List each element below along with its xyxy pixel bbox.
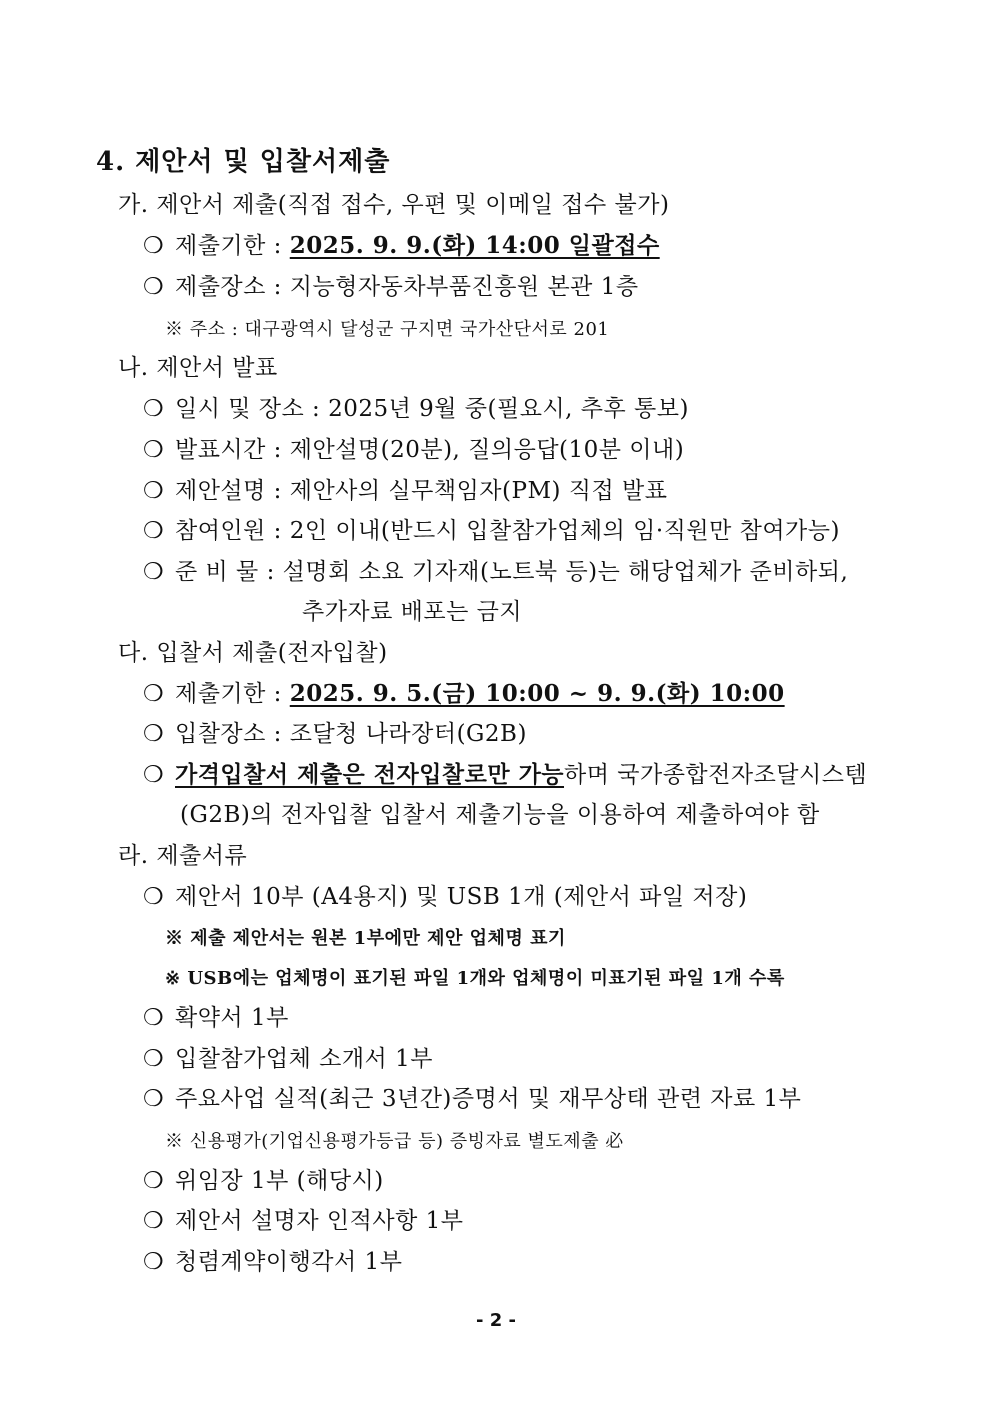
bullet-icon: ❍ xyxy=(143,1086,165,1112)
subsection-na: 나. 제안서 발표 xyxy=(118,355,278,381)
item-text: 제안서 10부 (A4용지) 및 USB 1개 (제안서 파일 저장) xyxy=(175,884,748,910)
item-da-deadline xyxy=(143,679,785,709)
item-text: 참여인원 : 2인 이내(반드시 입찰참가업체의 임·직원만 참여가능) xyxy=(175,518,840,544)
item-na-4 xyxy=(143,516,840,546)
item-ra-7 xyxy=(143,1247,402,1277)
subsection-ga: 가. 제안서 제출(직접 접수, 우편 및 이메일 접수 불가) xyxy=(118,192,670,218)
label: 제출기한 : xyxy=(175,681,290,707)
item-ra-2 xyxy=(143,1003,289,1033)
bullet-icon: ❍ xyxy=(143,1005,165,1031)
page-number: - 2 - xyxy=(476,1310,516,1331)
item-text: 주요사업 실적(최근 3년간)증명서 및 재무상태 관련 자료 1부 xyxy=(175,1086,802,1112)
item-na-1 xyxy=(143,394,689,424)
item-da-place xyxy=(143,719,527,749)
item-text: 제안서 설명자 인적사항 1부 xyxy=(175,1208,464,1234)
item-text: 청렴계약이행각서 1부 xyxy=(175,1249,403,1275)
section-title: 4. 제안서 및 입찰서제출 xyxy=(96,147,391,177)
item-text: 위임장 1부 (해당시) xyxy=(175,1168,384,1194)
item-ra-3 xyxy=(143,1044,433,1074)
deadline-value: 2025. 9. 5.(금) 10:00 ~ 9. 9.(화) 10:00 xyxy=(289,680,785,707)
bullet-icon: ❍ xyxy=(143,233,165,259)
subsection-da: 다. 입찰서 제출(전자입찰) xyxy=(118,640,388,666)
bullet-icon: ❍ xyxy=(143,762,165,788)
bullet-icon: ❍ xyxy=(143,518,165,544)
subsection-ra: 라. 제출서류 xyxy=(118,843,248,869)
item-text: 하며 국가종합전자조달시스템 xyxy=(564,762,868,788)
deadline-value: 2025. 9. 9.(화) 14:00 일괄접수 xyxy=(289,232,660,259)
bullet-icon: ❍ xyxy=(143,1046,165,1072)
note-ra-4: ※ 신용평가(기업신용평가등급 등) 증빙자료 별도제출 必 xyxy=(165,1131,624,1152)
bullet-icon: ❍ xyxy=(143,396,165,422)
bullet-icon: ❍ xyxy=(143,274,165,300)
bullet-icon: ❍ xyxy=(143,681,165,707)
bullet-icon: ❍ xyxy=(143,437,165,463)
bullet-icon: ❍ xyxy=(143,1168,165,1194)
bullet-icon: ❍ xyxy=(143,1208,165,1234)
emphasis-text: 가격입찰서 제출은 전자입찰로만 가능 xyxy=(175,761,565,788)
item-ga-place xyxy=(143,272,639,302)
bullet-icon: ❍ xyxy=(143,559,165,585)
item-ra-5 xyxy=(143,1166,384,1196)
item-na-2 xyxy=(143,435,684,465)
item-text: 입찰참가업체 소개서 1부 xyxy=(175,1046,433,1072)
item-ga-deadline xyxy=(143,231,660,261)
item-text: 제출장소 : 지능형자동차부품진흥원 본관 1층 xyxy=(175,274,639,300)
item-text: 발표시간 : 제안설명(20분), 질의응답(10분 이내) xyxy=(175,437,685,463)
bullet-icon: ❍ xyxy=(143,721,165,747)
item-ra-1 xyxy=(143,882,747,912)
note-ra-1b: ※ USB에는 업체명이 표기된 파일 1개와 업체명이 미표기된 파일 1개 수록 xyxy=(165,968,785,989)
bullet-icon: ❍ xyxy=(143,478,165,504)
item-text: 준 비 물 : 설명회 소요 기자재(노트북 등)는 해당업체가 준비하되, xyxy=(175,559,849,585)
item-ra-4 xyxy=(143,1084,801,1114)
bullet-icon: ❍ xyxy=(143,1249,165,1275)
item-ra-6 xyxy=(143,1206,463,1236)
item-text: 일시 및 장소 : 2025년 9월 중(필요시, 추후 통보) xyxy=(175,396,689,422)
item-na-5-continued: 추가자료 배포는 금지 xyxy=(302,599,523,625)
note-address: ※ 주소 : 대구광역시 달성군 구지면 국가산단서로 201 xyxy=(165,319,610,340)
bullet-icon: ❍ xyxy=(143,884,165,910)
item-text: 제안설명 : 제안사의 실무책임자(PM) 직접 발표 xyxy=(175,478,668,504)
item-na-5 xyxy=(143,557,848,587)
note-ra-1a: ※ 제출 제안서는 원본 1부에만 제안 업체명 표기 xyxy=(165,928,566,949)
item-da-3-continued: (G2B)의 전자입찰 입찰서 제출기능을 이용하여 제출하여야 함 xyxy=(180,802,820,828)
label: 제출기한 : xyxy=(175,233,290,259)
item-da-3 xyxy=(143,760,867,790)
item-text: 입찰장소 : 조달청 나라장터(G2B) xyxy=(175,721,527,747)
item-text: 확약서 1부 xyxy=(175,1005,289,1031)
item-na-3 xyxy=(143,476,667,506)
